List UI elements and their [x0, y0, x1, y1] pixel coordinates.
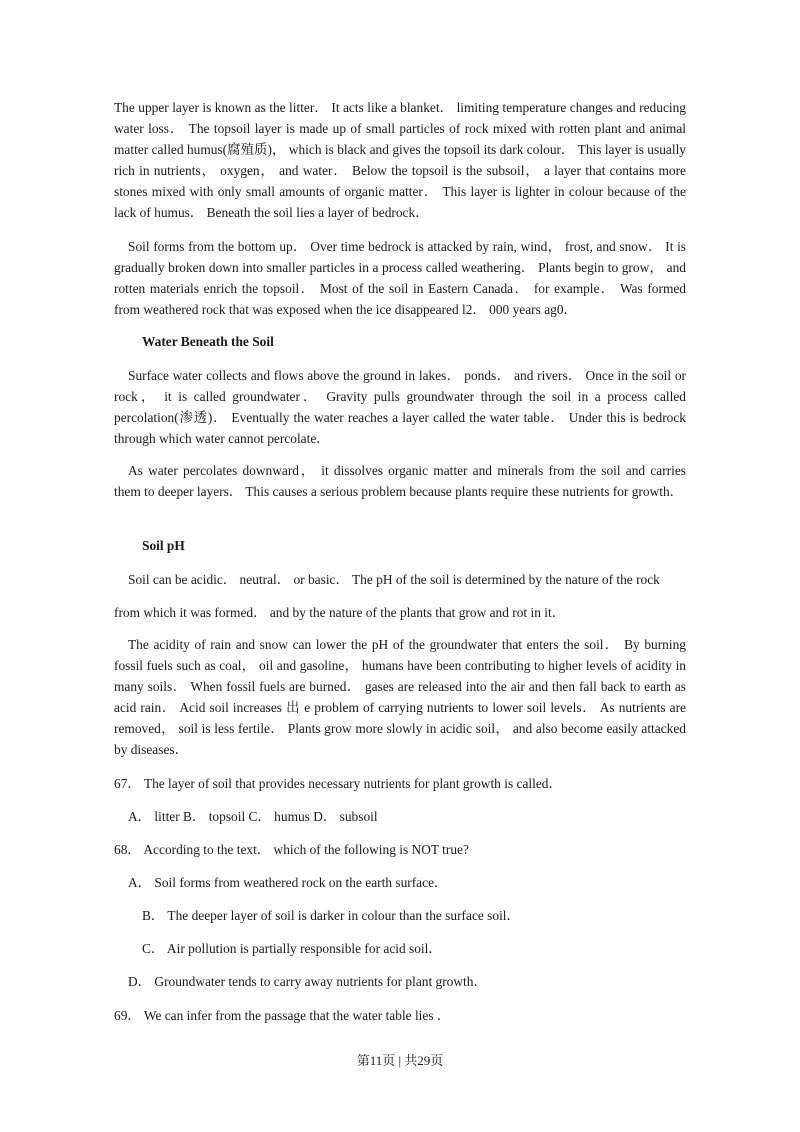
question-68-option-c: C． Air pollution is partially responsible for acid soil．	[142, 941, 442, 956]
passage-paragraph-2: Soil forms from the bottom up． Over time bedrock is attacked by rain, wind， frost, and snow． It is gradually broken down into smaller particles in a process called weathering． Plants begin to grow， and rotten materials enrich the topsoil． Most of the soil in Eastern Canada． for example． Was formed from weathered rock that was exposed when the ice disappeared l2． 000 years ag0．	[114, 239, 686, 317]
question-68-option-d: D． Groundwater tends to carry away nutrients for plant growth．	[128, 974, 487, 989]
page-footer: 第11页 | 共29页	[356, 1053, 444, 1068]
question-67-options: A． litter B． topsoil C． humus D． subsoil	[128, 809, 378, 824]
passage-paragraph-1: The upper layer is known as the litter． It acts like a blanket． limiting temperature changes and reducing water loss． The topsoil layer is made up of small particles of rock mixed with rotten plant and animal matter called humus(腐殖质)， which is black and gives the topsoil its dark colour． This layer is usually rich in nutrients， oxygen， and water． Below the topsoil is the subsoil， a layer that contains more stones mixed with only small amounts of organic matter． This layer is lighter in colour because of the lack of humus． Beneath the soil lies a layer of bedrock．	[114, 100, 686, 220]
question-68-option-a: A． Soil forms from weathered rock on the earth surface．	[128, 875, 448, 890]
passage-paragraph-6: The acidity of rain and snow can lower the pH of the groundwater that enters the soil． By burning fossil fuels such as coal， oil and gasoline， humans have been contributing to higher levels of acidity in many soils． When fossil fuels are burned． gases are released into the air and then fall back to earth as acid rain． Acid soil increases 出 e problem of carrying nutrients to lower soil levels． As nutrients are removed， soil is less fertile． Plants grow more slowly in acidic soil， and also become easily attacked by diseases．	[114, 637, 686, 757]
question-68-stem: 68． According to the text． which of the following is NOT true?	[114, 842, 469, 857]
passage-paragraph-5-line-1: Soil can be acidic． neutral． or basic． The pH of the soil is determined by the nature of the rock	[128, 572, 660, 587]
passage-paragraph-4: As water percolates downward， it dissolves organic matter and minerals from the soil and carries them to deeper layers． This causes a serious problem because plants require these nutrients for growth．	[114, 463, 686, 499]
passage-paragraph-5-line-2: from which it was formed． and by the nature of the plants that grow and rot in it．	[114, 605, 566, 620]
passage-paragraph-3: Surface water collects and flows above the ground in lakes． ponds． and rivers． Once in the soil or rock， it is called groundwater． Gravity pulls groundwater through the soil in a process called percolation(渗透)． Eventually the water reaches a layer called the water table． Under this is bedrock through which water cannot percolate．	[114, 368, 686, 446]
section-heading-soil-ph: Soil pH	[142, 538, 185, 553]
question-68-option-b: B． The deeper layer of soil is darker in colour than the surface soil．	[142, 908, 520, 923]
question-67-stem: 67． The layer of soil that provides necessary nutrients for plant growth is called．	[114, 776, 562, 791]
question-69-stem: 69． We can infer from the passage that the water table lies ．	[114, 1008, 451, 1023]
section-heading-water: Water Beneath the Soil	[142, 334, 274, 349]
